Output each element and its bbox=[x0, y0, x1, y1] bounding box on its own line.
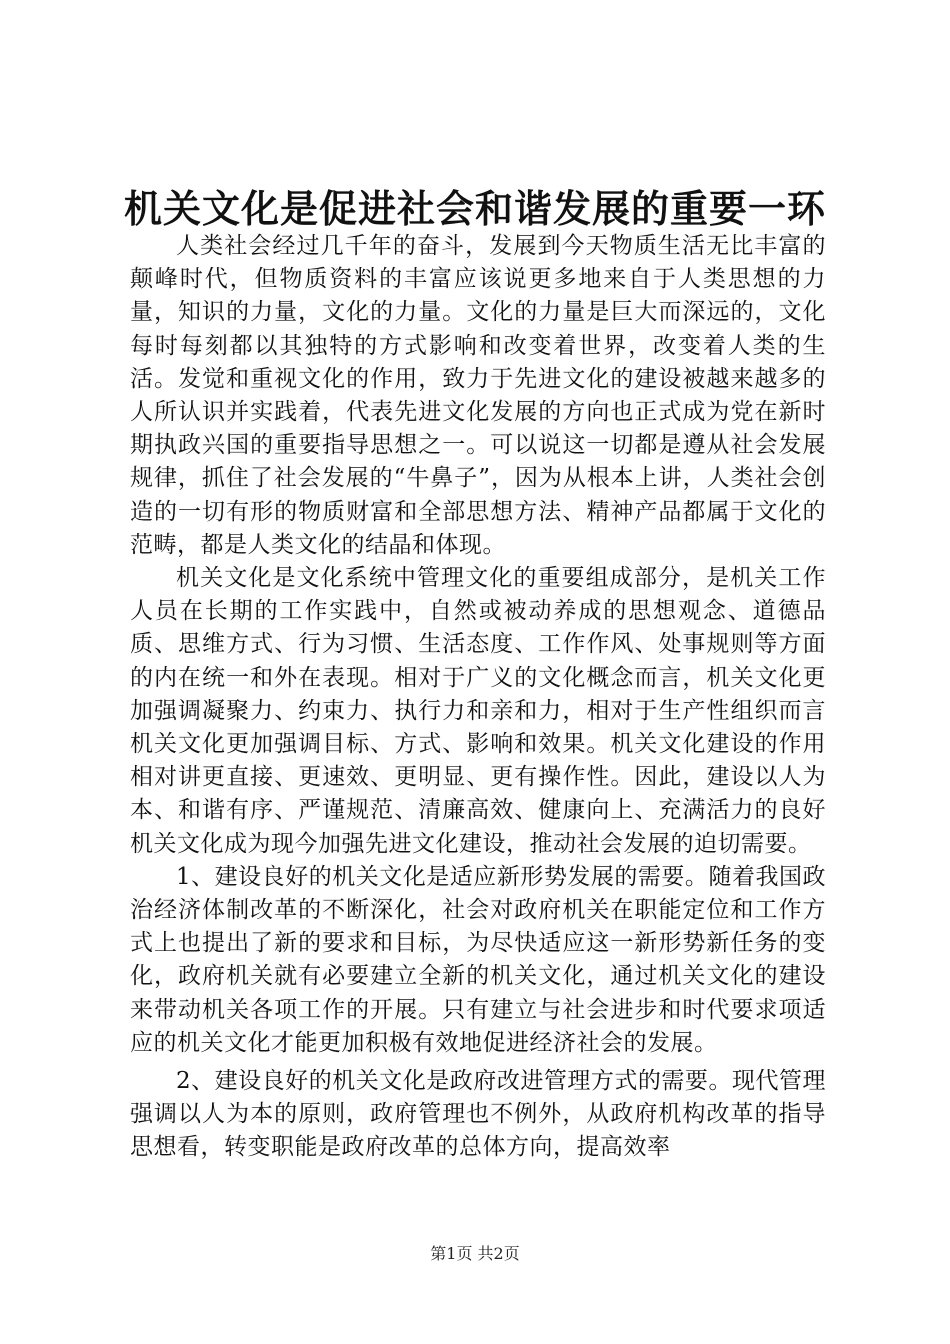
paragraph-point-1: 1、建设良好的机关文化是适应新形势发展的需要。随着我国政治经济体制改革的不断深化，社会对政府机关在职能定位和工作方式上也提出了新的要求和目标，为尽快适应这一新形势新任务的变化，政府机关就有必要建立全新的机关文化，通过机关文化的建设来带动机关各项工作的开展。只有建立与社会进步和时代要求项适应的机关文化才能更加积极有效地促进经济社会的发展。 bbox=[130, 863, 826, 1056]
paragraph-intro: 人类社会经过几千年的奋斗，发展到今天物质生活无比丰富的颠峰时代，但物质资料的丰富应该说更多地来自于人类思想的力量，知识的力量，文化的力量。文化的力量是巨大而深远的，文化每时每刻都以其独特的方式影响和改变着世界，改变着人类的生活。发觉和重视文化的作用，致力于先进文化的建设被越来越多的人所认识并实践着，代表先进文化发展的方向也正式成为党在新时期执政兴国的重要指导思想之一。可以说这一切都是遵从社会发展规律，抓住了社会发展的“牛鼻子”，因为从根本上讲，人类社会创造的一切有形的物质财富和全部思想方法、精神产品都属于文化的范畴，都是人类文化的结晶和体现。 bbox=[130, 233, 826, 558]
page-number: 第1页 共2页 bbox=[430, 1244, 520, 1263]
paragraph-definition: 机关文化是文化系统中管理文化的重要组成部分，是机关工作人员在长期的工作实践中，自然或被动养成的思想观念、道德品质、思维方式、行为习惯、生活态度、工作作风、处事规则等方面的内在统一和外在表现。相对于广义的文化概念而言，机关文化更加强调凝聚力、约束力、执行力和亲和力，相对于生产性组织而言机关文化更加强调目标、方式、影响和效果。机关文化建设的作用相对讲更直接、更速效、更明显、更有操作性。因此，建设以人为本、和谐有序、严谨规范、清廉高效、健康向上、充满活力的良好机关文化成为现今加强先进文化建设，推动社会发展的迫切需要。 bbox=[130, 565, 826, 857]
document-body bbox=[130, 230, 826, 1165]
document-title: 机关文化是促进社会和谐发展的重要一环 bbox=[123, 186, 826, 231]
paragraph-point-2: 2、建设良好的机关文化是政府改进管理方式的需要。现代管理强调以人为本的原则，政府管理也不例外，从政府机构改革的指导思想看，转变职能是政府改革的总体方向，提高效率 bbox=[130, 1068, 826, 1161]
